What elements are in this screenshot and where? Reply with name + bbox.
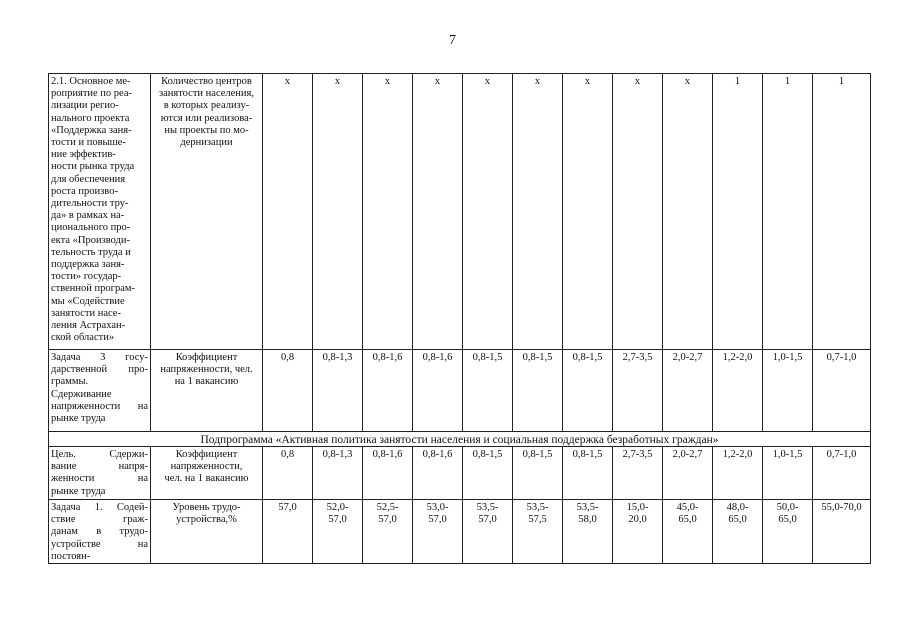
value-cell bbox=[663, 447, 713, 500]
value-cell bbox=[763, 74, 813, 350]
measure-name-line: нального проекта bbox=[51, 112, 130, 124]
value-text: 58,0 bbox=[578, 514, 597, 526]
value-cell bbox=[713, 350, 763, 432]
value-cell bbox=[313, 500, 363, 564]
value-text: 1,0-1,5 bbox=[772, 352, 803, 363]
value-text: 0,8-1,6 bbox=[422, 449, 453, 460]
measure-name-line: дительности тру- bbox=[51, 198, 129, 210]
value-cell bbox=[563, 350, 613, 432]
value-text: 65,0 bbox=[778, 514, 797, 526]
indicator-line: напряженности, bbox=[170, 461, 243, 473]
value-cell bbox=[713, 74, 763, 350]
value-cell bbox=[663, 500, 713, 564]
indicator-cell bbox=[151, 447, 263, 500]
indicator-cell bbox=[151, 74, 263, 350]
value-text: 53,5- bbox=[576, 502, 599, 513]
value-text: 0,8-1,3 bbox=[322, 449, 353, 460]
value-cell bbox=[413, 447, 463, 500]
measure-name-line: ской области» bbox=[51, 332, 115, 344]
measure-name-line: женности на bbox=[51, 473, 148, 485]
value-cell bbox=[363, 74, 413, 350]
measure-name-line: данам в трудо- bbox=[51, 526, 148, 538]
indicator-line: устройства,% bbox=[176, 514, 237, 526]
measure-name-line: Задача 3 госу- bbox=[51, 352, 148, 363]
value-cell bbox=[263, 350, 313, 432]
table-row bbox=[49, 500, 871, 564]
value-text: x bbox=[384, 76, 391, 87]
indicator-line: на 1 вакансию bbox=[174, 376, 239, 388]
table-row bbox=[49, 432, 871, 447]
value-text: 1,2-2,0 bbox=[722, 352, 753, 363]
value-text: 0,8-1,6 bbox=[372, 449, 403, 460]
value-cell bbox=[313, 350, 363, 432]
measure-name-line: тельность труда и bbox=[51, 246, 131, 258]
measure-name-cell bbox=[49, 74, 151, 350]
subprogram-title: Подпрограмма «Активная политика занятости населения и социальная поддержка безработных граждан» bbox=[49, 432, 871, 447]
value-text: 0,8-1,5 bbox=[522, 449, 553, 460]
value-cell bbox=[463, 74, 513, 350]
table-row bbox=[49, 350, 871, 432]
value-text: x bbox=[684, 76, 691, 87]
value-cell bbox=[513, 350, 563, 432]
indicator-cell bbox=[151, 500, 263, 564]
indicators-table bbox=[48, 73, 871, 564]
value-text: 0,8-1,6 bbox=[372, 352, 403, 363]
indicator-line: чел. на 1 вакансию bbox=[164, 473, 249, 485]
indicator-line: Уровень трудо- bbox=[172, 502, 241, 513]
value-text: 45,0- bbox=[676, 502, 699, 513]
value-cell bbox=[513, 447, 563, 500]
value-text: 15,0- bbox=[626, 502, 649, 513]
value-text: 50,0- bbox=[776, 502, 799, 513]
value-cell bbox=[263, 500, 313, 564]
value-text: 0,8-1,3 bbox=[322, 352, 353, 363]
value-text: 57,0 bbox=[278, 502, 297, 513]
value-cell bbox=[813, 74, 871, 350]
value-cell bbox=[563, 500, 613, 564]
indicator-line: Количество центров bbox=[161, 76, 252, 87]
value-cell bbox=[713, 500, 763, 564]
measure-name-line: поддержка заня- bbox=[51, 259, 125, 271]
measure-name-line: мы «Содействие bbox=[51, 295, 125, 307]
measure-name-line: Цель. Сдержи- bbox=[51, 449, 148, 460]
measure-name-line: ствие граж- bbox=[51, 514, 148, 526]
measure-name-line: напряженности на bbox=[51, 400, 148, 412]
measure-name-line: екта «Производи- bbox=[51, 234, 131, 246]
value-cell bbox=[513, 74, 563, 350]
value-text: 0,8-1,6 bbox=[422, 352, 453, 363]
measure-name-cell bbox=[49, 350, 151, 432]
value-text: 57,0 bbox=[428, 514, 447, 526]
value-cell bbox=[263, 447, 313, 500]
indicator-line: ны проекты по мо- bbox=[164, 124, 249, 136]
measure-name-line: вание напря- bbox=[51, 461, 148, 473]
value-cell bbox=[613, 500, 663, 564]
measure-name-line: дарственной про- bbox=[51, 364, 148, 376]
measure-name-line: ционального про- bbox=[51, 222, 131, 234]
value-text: 57,0 bbox=[378, 514, 397, 526]
value-cell bbox=[763, 350, 813, 432]
value-text: x bbox=[534, 76, 541, 87]
measure-name-line: ственной програм- bbox=[51, 283, 136, 295]
value-text: x bbox=[584, 76, 591, 87]
measure-name-line: роста произво- bbox=[51, 185, 118, 197]
indicator-line: ются или реализова- bbox=[160, 112, 253, 124]
value-text: 1 bbox=[734, 76, 741, 87]
measure-name-line: устройстве на bbox=[51, 538, 148, 550]
value-cell bbox=[413, 74, 463, 350]
measure-name-line: ления Астрахан- bbox=[51, 320, 126, 332]
measure-name-cell bbox=[49, 447, 151, 500]
indicator-line: занятости населения, bbox=[158, 88, 255, 100]
measure-name-line: для обеспечения bbox=[51, 173, 126, 185]
value-text: 0,8-1,5 bbox=[572, 352, 603, 363]
table-row bbox=[49, 447, 871, 500]
measure-name-line: граммы. bbox=[51, 376, 89, 388]
value-text: 0,8-1,5 bbox=[472, 449, 503, 460]
value-text: 65,0 bbox=[678, 514, 697, 526]
value-cell bbox=[613, 350, 663, 432]
value-cell bbox=[313, 74, 363, 350]
page-number: 7 bbox=[449, 33, 456, 48]
measure-name-line: Сдерживание bbox=[51, 388, 112, 400]
value-text: x bbox=[334, 76, 341, 87]
value-text: 0,8-1,5 bbox=[572, 449, 603, 460]
value-cell bbox=[763, 447, 813, 500]
value-text: 55,0-70,0 bbox=[821, 502, 862, 513]
measure-name-line: занятости насе- bbox=[51, 307, 121, 319]
value-text: x bbox=[284, 76, 291, 87]
value-cell bbox=[613, 74, 663, 350]
measure-name-line: лизации регио- bbox=[51, 100, 119, 112]
value-text: 2,0-2,7 bbox=[672, 449, 703, 460]
value-cell bbox=[813, 350, 871, 432]
value-text: 57,0 bbox=[328, 514, 347, 526]
value-cell bbox=[513, 500, 563, 564]
measure-name-line: роприятие по реа- bbox=[51, 88, 133, 100]
measure-name-line: тости и повыше- bbox=[51, 137, 126, 149]
indicator-line: Коэффициент bbox=[175, 352, 238, 363]
value-text: 53,0- bbox=[426, 502, 449, 513]
value-text: 0,7-1,0 bbox=[826, 449, 857, 460]
value-text: 1,2-2,0 bbox=[722, 449, 753, 460]
measure-name-line: Задача 1. Содей- bbox=[51, 502, 148, 513]
value-text: 0,8 bbox=[280, 352, 295, 363]
value-text: x bbox=[634, 76, 641, 87]
value-cell bbox=[413, 350, 463, 432]
table-row bbox=[49, 74, 871, 350]
measure-name-line: ние эффектив- bbox=[51, 149, 116, 161]
value-cell bbox=[463, 350, 513, 432]
value-text: 52,0- bbox=[326, 502, 349, 513]
value-cell bbox=[563, 447, 613, 500]
value-text: 0,7-1,0 bbox=[826, 352, 857, 363]
value-text: 53,5- bbox=[476, 502, 499, 513]
value-text: 57,0 bbox=[478, 514, 497, 526]
value-text: 65,0 bbox=[728, 514, 747, 526]
value-text: x bbox=[434, 76, 441, 87]
value-text: 2,7-3,5 bbox=[622, 352, 653, 363]
value-cell bbox=[613, 447, 663, 500]
value-text: 0,8-1,5 bbox=[522, 352, 553, 363]
value-cell bbox=[713, 447, 763, 500]
indicator-line: в которых реализу- bbox=[163, 100, 250, 112]
value-text: x bbox=[484, 76, 491, 87]
value-cell bbox=[763, 500, 813, 564]
value-cell bbox=[313, 447, 363, 500]
measure-name-line: рынке труда bbox=[51, 413, 106, 425]
indicator-line: Коэффициент bbox=[175, 449, 238, 460]
value-cell bbox=[363, 500, 413, 564]
value-cell bbox=[663, 350, 713, 432]
value-text: 0,8 bbox=[280, 449, 295, 460]
value-cell bbox=[813, 447, 871, 500]
value-text: 1 bbox=[838, 76, 845, 87]
indicator-cell bbox=[151, 350, 263, 432]
measure-name-line: рынке труда bbox=[51, 485, 106, 497]
value-text: 53,5- bbox=[526, 502, 549, 513]
measure-name-line: тости» государ- bbox=[51, 271, 122, 283]
value-text: 1,0-1,5 bbox=[772, 449, 803, 460]
value-text: 0,8-1,5 bbox=[472, 352, 503, 363]
measure-name-line: постоян- bbox=[51, 550, 91, 562]
value-text: 2,0-2,7 bbox=[672, 352, 703, 363]
indicator-line: дернизации bbox=[180, 137, 233, 149]
measure-name-line: 2.1. Основное ме- bbox=[51, 76, 131, 87]
value-text: 20,0 bbox=[628, 514, 647, 526]
measure-name-line: да» в рамках на- bbox=[51, 210, 125, 222]
value-text: 48,0- bbox=[726, 502, 749, 513]
value-cell bbox=[463, 447, 513, 500]
indicator-line: напряженности, чел. bbox=[160, 364, 253, 376]
value-cell bbox=[563, 74, 613, 350]
measure-name-line: ности рынка труда bbox=[51, 161, 135, 173]
value-cell bbox=[463, 500, 513, 564]
value-cell bbox=[663, 74, 713, 350]
value-cell bbox=[363, 447, 413, 500]
measure-name-line: «Поддержка заня- bbox=[51, 124, 132, 136]
value-text: 57,5 bbox=[528, 514, 547, 526]
value-cell bbox=[263, 74, 313, 350]
value-text: 2,7-3,5 bbox=[622, 449, 653, 460]
measure-name-cell bbox=[49, 500, 151, 564]
value-text: 52,5- bbox=[376, 502, 399, 513]
value-cell bbox=[413, 500, 463, 564]
value-cell bbox=[363, 350, 413, 432]
value-cell bbox=[813, 500, 871, 564]
value-text: 1 bbox=[784, 76, 791, 87]
